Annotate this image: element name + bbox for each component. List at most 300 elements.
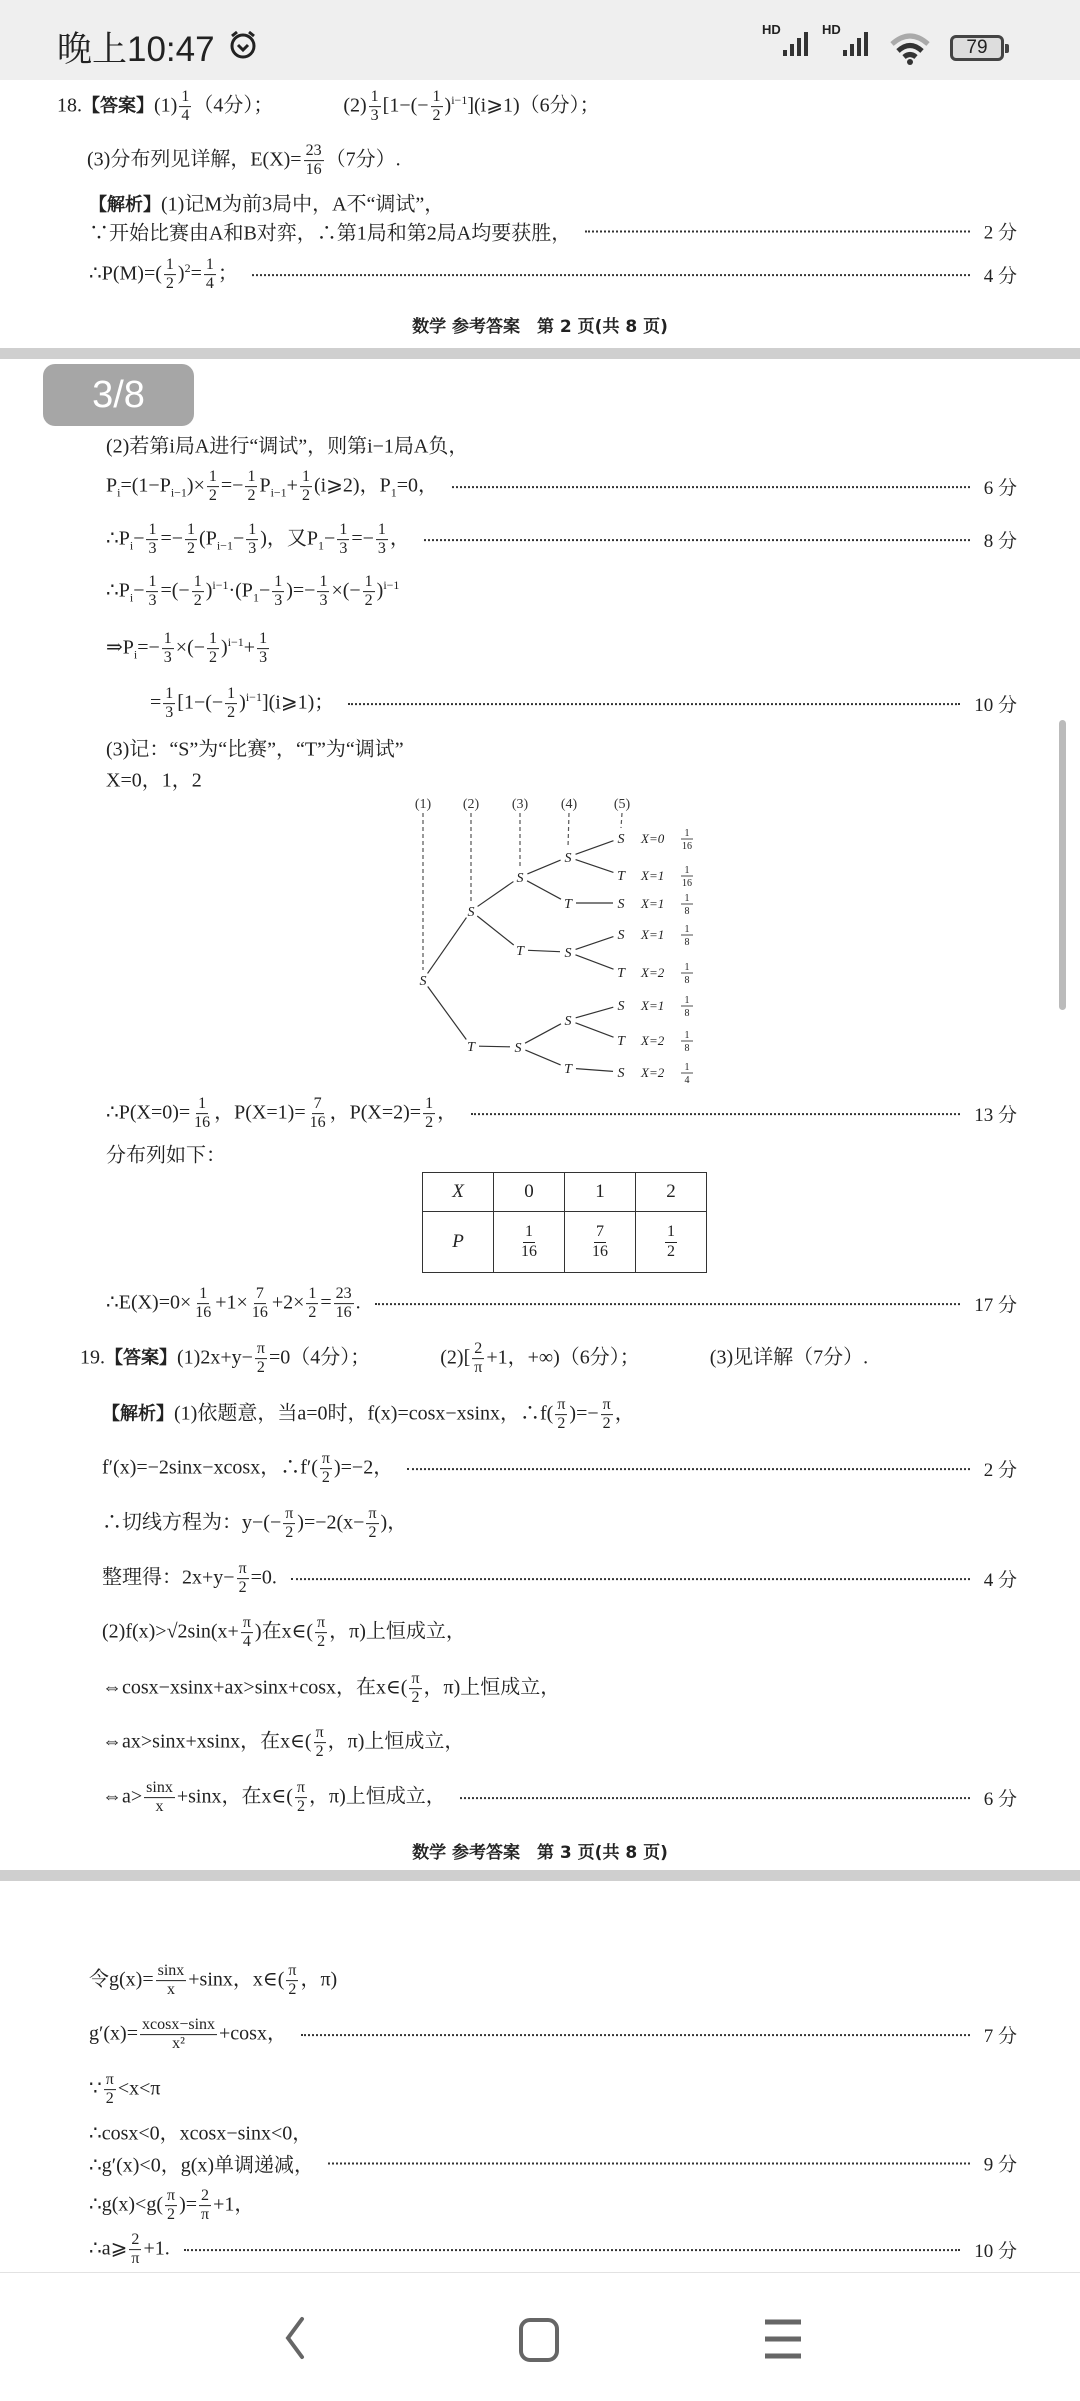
table-header-cell: X <box>423 1173 494 1212</box>
denominator: 2 <box>301 487 310 505</box>
text: ，π)上恒成立， <box>329 1620 466 1643</box>
text: − <box>258 579 271 602</box>
denominator: x <box>155 1798 164 1816</box>
math-content <box>89 2071 160 2109</box>
fraction <box>555 1396 567 1434</box>
text: ⇔cosx−xsinx+ax>sinx+cosx，在x∈( <box>102 1676 408 1699</box>
table-header-cell: 1 <box>565 1173 636 1212</box>
tree-branch <box>575 955 613 969</box>
back-icon[interactable] <box>280 2313 310 2363</box>
fraction <box>129 2231 141 2269</box>
math-content <box>89 1962 337 2000</box>
tree-leaf-prob-numerator: 1 <box>684 995 690 1006</box>
text: )=−2(x− <box>297 1511 365 1534</box>
denominator: 3 <box>148 540 157 558</box>
numerator: 1 <box>523 1223 535 1242</box>
solution-line <box>102 1450 1017 1488</box>
text: =− <box>351 527 374 550</box>
numerator: π <box>286 1962 298 1981</box>
superscript: i−1 <box>383 577 400 592</box>
numerator: 1 <box>164 256 176 275</box>
tree-leaf-value: X=1 <box>641 927 665 942</box>
tree-node: S <box>516 871 524 886</box>
solution-line <box>106 1095 1017 1133</box>
text: ](i⩾1)； <box>261 691 335 714</box>
text: f′(x)=−2sinx−xcosx，∴f′( <box>102 1456 318 1479</box>
tree-node: S <box>617 1066 625 1081</box>
math-content <box>89 2016 287 2054</box>
text: ∴a⩾ <box>89 2237 128 2260</box>
text: 整理得：2x+y− <box>102 1566 235 1589</box>
math-content <box>89 2149 314 2178</box>
tree-node: S <box>467 905 475 920</box>
fraction <box>140 2016 217 2054</box>
dotted-leader <box>375 1303 961 1305</box>
tree-branch <box>576 1069 613 1072</box>
text: (P <box>199 527 217 550</box>
solution-line <box>102 1396 1017 1434</box>
denominator: 3 <box>377 540 386 558</box>
score-label: 7 分 <box>983 2026 1017 2048</box>
denominator: 2 <box>187 540 196 558</box>
text: )，又P <box>260 527 319 550</box>
tree-branch <box>478 882 514 907</box>
denominator: 16 <box>195 1304 212 1322</box>
denominator: x² <box>172 2035 185 2053</box>
text: )=−2， <box>333 1456 394 1479</box>
tree-branch <box>477 916 513 945</box>
tree-leaf-prob-numerator: 1 <box>684 1030 690 1041</box>
subscript: i <box>129 538 134 553</box>
text: − <box>324 527 336 550</box>
tree-branch <box>527 860 560 874</box>
tree-node: S <box>617 832 625 847</box>
solution-line <box>102 1505 1017 1543</box>
table-row <box>423 1173 707 1212</box>
text: ，P(X=2)= <box>329 1101 422 1124</box>
text: − <box>133 579 145 602</box>
tree-column-label: (2) <box>462 797 480 812</box>
fraction <box>193 1285 213 1323</box>
numerator: 23 <box>304 142 324 161</box>
solution-line <box>89 2117 1017 2146</box>
denominator: 2 <box>285 1524 294 1542</box>
tree-node: T <box>564 1062 572 1077</box>
denominator: 16 <box>521 1242 537 1260</box>
math-content <box>102 1614 466 1652</box>
text: ](i⩾1)（6分）； <box>467 94 600 117</box>
fraction <box>472 1340 484 1378</box>
text: X=0，1，2 <box>106 769 202 792</box>
denominator: 2 <box>105 2090 114 2108</box>
text: (1)依题意，当a=0时，f(x)=cosx−xsinx，∴f( <box>174 1402 554 1425</box>
dotted-leader <box>407 1468 970 1470</box>
text: ∵ <box>89 2077 102 2100</box>
denominator: 3 <box>274 592 283 610</box>
solution-line <box>106 1285 1017 1323</box>
text: (3)见详解（7分）. <box>709 1346 869 1369</box>
denominator: 16 <box>305 161 322 179</box>
text: ) <box>205 579 213 602</box>
solution-line <box>89 2016 1017 2054</box>
denominator: 2 <box>557 1415 566 1433</box>
text: =0， <box>396 474 438 497</box>
superscript: i−1 <box>245 689 262 704</box>
tree-leaf-prob-numerator: 1 <box>684 1062 690 1073</box>
numerator: 1 <box>369 88 381 107</box>
numerator: π <box>104 2071 116 2090</box>
text: +sinx，x∈( <box>188 1968 285 1991</box>
fraction <box>241 1614 253 1652</box>
text: ，π)上恒成立， <box>309 1785 446 1808</box>
denominator: 2 <box>256 1359 265 1377</box>
math-content <box>89 2117 312 2146</box>
tree-column-label: (4) <box>560 797 578 812</box>
subscript: i <box>133 647 138 662</box>
navigation-bar <box>0 2272 1080 2401</box>
numerator: 2 <box>129 2231 141 2250</box>
denominator: 4 <box>205 275 214 293</box>
numerator: sinx <box>144 1779 175 1798</box>
numerator: π <box>366 1505 378 1524</box>
dotted-leader <box>291 1578 970 1580</box>
numerator: π <box>255 1340 267 1359</box>
text: (2) <box>343 94 367 117</box>
fraction <box>519 1223 539 1261</box>
text: ⇔ax>sinx+xsinx，在x∈( <box>102 1730 312 1753</box>
numerator: 1 <box>272 573 284 592</box>
numerator: 2 <box>199 2187 211 2206</box>
fraction <box>255 1340 267 1378</box>
fraction <box>144 1779 175 1817</box>
text: (1)记M为前3局中，A不“调试”， <box>161 193 445 216</box>
text: +1， <box>213 2193 255 2216</box>
math-content <box>102 1779 446 1817</box>
tree-column-label: (3) <box>511 797 529 812</box>
numerator: sinx <box>156 1962 187 1981</box>
denominator: 3 <box>148 592 157 610</box>
solution-line <box>89 2149 1017 2178</box>
fraction <box>165 2187 177 2225</box>
tree-leaf-prob-denominator: 8 <box>684 1008 690 1019</box>
fraction <box>199 2187 211 2225</box>
tree-branch <box>575 1023 613 1037</box>
numerator: 1 <box>146 573 158 592</box>
text: ， <box>614 1402 635 1425</box>
tree-leaf-prob-denominator: 8 <box>684 975 690 986</box>
denominator: 2 <box>602 1415 611 1433</box>
tree-leaf-value: X=1 <box>641 998 665 1013</box>
denominator: 2 <box>296 1798 305 1816</box>
page-footer: 数学 参考答案 第 2 页(共 8 页) <box>412 317 668 337</box>
text: (3)分布列见详解，E(X)= <box>87 148 302 171</box>
tree-dashed-guide <box>621 813 622 828</box>
numerator: 1 <box>257 630 269 649</box>
text: <x<π <box>117 2077 161 2100</box>
tree-leaf-prob-denominator: 4 <box>684 1075 690 1086</box>
numerator: 7 <box>312 1095 324 1114</box>
fraction <box>156 1962 187 2000</box>
text: P <box>259 474 271 497</box>
text: = <box>320 1291 332 1314</box>
hd-label-1: HD <box>762 22 781 37</box>
text: )× <box>186 474 205 497</box>
tree-branch <box>428 918 467 974</box>
solution-line <box>89 1962 1017 2000</box>
tree-branch <box>525 1024 561 1043</box>
math-content <box>106 1095 457 1133</box>
numerator: 1 <box>306 1285 318 1304</box>
fraction <box>295 1779 307 1817</box>
answer-line <box>80 1340 1017 1378</box>
numerator: 1 <box>196 1095 208 1114</box>
tree-branch <box>576 841 614 855</box>
text: (i⩾2)，P <box>313 474 391 497</box>
numerator: 1 <box>163 685 175 704</box>
section-label: 【解析】 <box>89 194 161 216</box>
tree-leaf-value: X=2 <box>641 1065 665 1080</box>
text: ∴P(M)=( <box>89 262 162 285</box>
tree-node: T <box>617 1034 625 1049</box>
tree-leaf-prob-denominator: 16 <box>682 878 692 889</box>
fraction <box>237 1560 249 1598</box>
score-label: 6 分 <box>983 478 1017 500</box>
solution-line <box>102 1724 1017 1762</box>
solution-line <box>89 2231 1017 2269</box>
superscript: i−1 <box>227 634 244 649</box>
text: （4分）； <box>193 94 274 117</box>
tree-node: S <box>617 928 625 943</box>
denominator: 2 <box>308 1304 317 1322</box>
text: + <box>286 474 298 497</box>
text: ∴g′(x)<0，g(x)单调递减， <box>89 2154 315 2177</box>
table-header-cell: 0 <box>494 1173 565 1212</box>
text: ， <box>389 527 410 550</box>
text: ∴E(X)=0× <box>106 1291 192 1314</box>
score-label: 10 分 <box>974 695 1017 717</box>
text: g′(x)= <box>89 2022 138 2045</box>
text: ∴P <box>106 579 130 602</box>
tree-branch <box>576 937 614 950</box>
table-row <box>423 1212 707 1273</box>
superscript: 2 <box>184 260 191 275</box>
text: P <box>106 474 118 497</box>
hd-label-2: HD <box>822 22 841 37</box>
solution-line <box>106 1139 1017 1168</box>
text: ，P(X=1)= <box>214 1101 306 1124</box>
denominator: π <box>201 2206 210 2224</box>
numerator: 1 <box>197 1285 209 1304</box>
tree-dashed-guide <box>568 813 569 847</box>
numerator: 1 <box>431 88 443 107</box>
numerator: π <box>409 1670 421 1689</box>
text: − <box>133 527 145 550</box>
fraction <box>320 1450 332 1488</box>
numerator: 1 <box>204 256 216 275</box>
section-label: 【答案】 <box>105 1347 177 1369</box>
math-content <box>89 2187 254 2225</box>
text: ×(− <box>331 579 361 602</box>
math-content <box>80 1340 868 1378</box>
denominator: 16 <box>592 1242 608 1260</box>
fraction <box>409 1670 421 1708</box>
text: =0. <box>250 1566 277 1589</box>
text: [1−(− <box>382 94 429 117</box>
denominator: 2 <box>165 275 174 293</box>
math-content <box>106 1139 226 1168</box>
denominator: 16 <box>251 1304 268 1322</box>
solution-line <box>102 1779 1017 1817</box>
numerator: 7 <box>594 1223 606 1242</box>
menu-icon[interactable] <box>762 2317 804 2361</box>
tree-leaf-prob-numerator: 1 <box>684 828 690 839</box>
numerator: 1 <box>423 1095 435 1114</box>
denominator: x <box>166 1981 175 1999</box>
text: +sinx，在x∈( <box>176 1785 293 1808</box>
denominator: 16 <box>335 1304 352 1322</box>
score-label: 4 分 <box>983 1570 1017 1592</box>
subscript: i <box>129 590 134 605</box>
tree-leaf-prob-denominator: 8 <box>684 906 690 917</box>
score-label: 4 分 <box>983 266 1017 288</box>
denominator: 2 <box>247 487 256 505</box>
numerator: 1 <box>162 630 174 649</box>
solution-line <box>102 1614 1017 1652</box>
subscript: 1 <box>390 485 397 500</box>
text: )在x∈( <box>254 1620 314 1643</box>
tree-node: S <box>564 1014 572 1029</box>
numerator: 1 <box>300 468 312 487</box>
numerator: 23 <box>334 1285 354 1304</box>
tree-leaf-value: X=0 <box>641 831 665 846</box>
denominator: π <box>131 2250 140 2268</box>
numerator: 1 <box>207 630 219 649</box>
score-label: 10 分 <box>974 2241 1017 2263</box>
tree-node: S <box>617 999 625 1014</box>
subscript: i−1 <box>270 485 287 500</box>
math-content <box>102 1560 277 1598</box>
text: ·(P <box>228 579 253 602</box>
scrollbar[interactable] <box>1059 720 1066 1010</box>
section-label: 【答案】 <box>82 95 154 117</box>
text: ， <box>437 1101 458 1124</box>
text: (1) <box>154 94 178 117</box>
score-label: 17 分 <box>974 1295 1017 1317</box>
fraction <box>286 1962 298 2000</box>
numerator: 1 <box>246 521 258 540</box>
denominator: 2 <box>238 1579 247 1597</box>
tree-column-label: (1) <box>414 797 432 812</box>
numerator: 1 <box>665 1223 677 1242</box>
page-separator <box>0 1870 1080 1881</box>
superscript: i−1 <box>451 92 468 107</box>
numerator: π <box>283 1505 295 1524</box>
text: ，π)上恒成立， <box>423 1676 561 1699</box>
tree-leaf-prob-numerator: 1 <box>684 865 690 876</box>
text: ) <box>221 636 228 659</box>
denominator: 16 <box>194 1114 211 1132</box>
fraction <box>423 1095 435 1133</box>
denominator: 2 <box>288 1981 297 1999</box>
tree-leaf-prob-denominator: 8 <box>684 1043 690 1054</box>
numerator: 1 <box>207 468 219 487</box>
tree-branch <box>527 881 561 899</box>
superscript: i−1 <box>212 577 229 592</box>
numerator: 1 <box>179 88 191 107</box>
subscript: 1 <box>252 590 259 605</box>
numerator: 1 <box>146 521 158 540</box>
tree-node: S <box>514 1041 522 1056</box>
text: )=− <box>569 1402 599 1425</box>
probability-tree-diagram <box>0 0 1080 1100</box>
dotted-leader <box>460 1797 970 1799</box>
text: = <box>150 691 162 714</box>
text: =− <box>160 527 184 550</box>
table-cell <box>636 1212 707 1273</box>
tree-node: S <box>564 851 572 866</box>
denominator: 2 <box>193 592 202 610</box>
denominator: 3 <box>163 649 172 667</box>
tree-leaf-value: X=2 <box>641 1033 665 1048</box>
fraction <box>334 1285 354 1323</box>
text: =(1−P <box>120 474 171 497</box>
dotted-leader <box>471 1113 960 1115</box>
text: ∴P(X=0)= <box>106 1101 191 1124</box>
fraction <box>315 1614 327 1652</box>
dotted-leader <box>184 2249 961 2251</box>
math-content <box>89 2231 170 2269</box>
text: ； <box>217 262 238 285</box>
fraction <box>192 1095 212 1133</box>
denominator: 4 <box>181 107 190 125</box>
fraction <box>250 1285 270 1323</box>
text: = <box>190 262 202 285</box>
numerator: 1 <box>245 468 257 487</box>
text: 令g(x)= <box>89 1968 154 1991</box>
math-content <box>102 1670 560 1708</box>
fraction <box>314 1724 326 1762</box>
home-icon[interactable] <box>518 2317 560 2363</box>
tree-leaf-prob-denominator: 16 <box>682 841 692 852</box>
solution-line <box>102 1560 1017 1598</box>
text: (3)记：“S”为“比赛”，“T”为“调试” <box>106 738 404 761</box>
numerator: π <box>314 1724 326 1743</box>
page-footer: 数学 参考答案 第 3 页(共 8 页) <box>412 1843 668 1863</box>
text: ) <box>177 262 185 285</box>
denominator: 2 <box>667 1242 675 1260</box>
text: ∴g(x)<g( <box>89 2193 163 2216</box>
tree-branch <box>576 1007 614 1018</box>
fraction <box>601 1396 613 1434</box>
text: + <box>243 636 256 659</box>
denominator: 2 <box>315 1743 324 1761</box>
text: ，π) <box>300 1968 338 1991</box>
text: （7分）. <box>325 148 401 171</box>
dotted-leader <box>328 2162 970 2164</box>
tree-leaf-prob-numerator: 1 <box>684 962 690 973</box>
table-header-cell: 2 <box>636 1173 707 1212</box>
numerator: 2 <box>472 1340 484 1359</box>
denominator: 3 <box>248 540 257 558</box>
solution-line <box>102 1670 1017 1708</box>
numerator: 7 <box>254 1285 266 1304</box>
text: 18. <box>57 94 82 117</box>
text: =− <box>137 636 160 659</box>
math-content <box>106 1285 361 1323</box>
text: +2× <box>271 1291 305 1314</box>
tree-branch <box>576 860 614 873</box>
denominator: 2 <box>208 487 217 505</box>
